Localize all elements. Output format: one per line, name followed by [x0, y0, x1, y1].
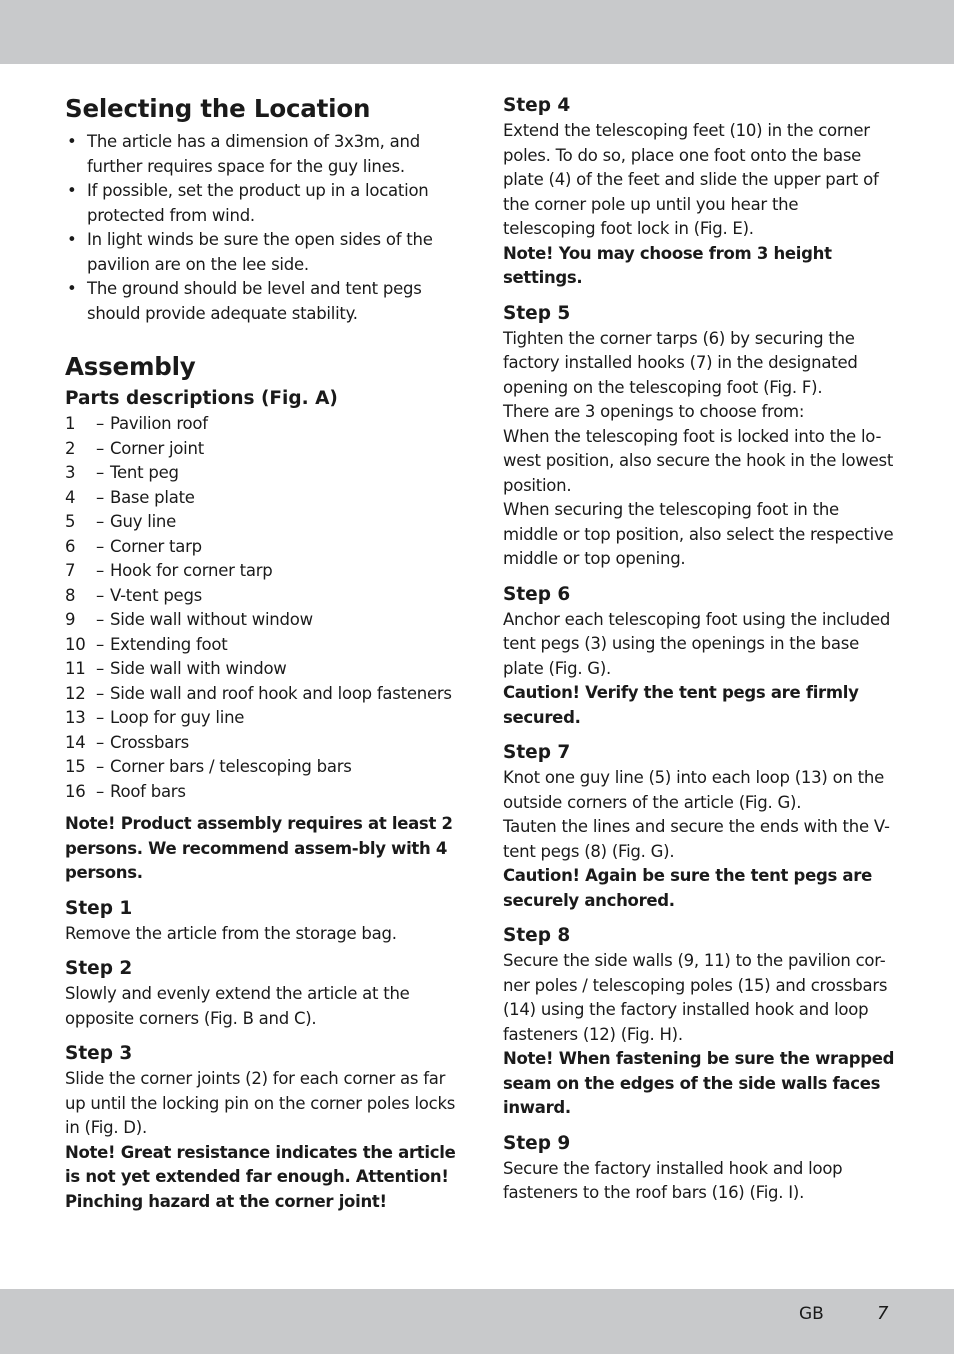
location-heading: Selecting the Location: [65, 94, 371, 123]
header-band: [0, 0, 954, 64]
list-item: 16 – Roof bars: [65, 781, 186, 801]
list-item: • In light winds be sure the open sides of the pavilion are on the lee side.: [65, 228, 460, 277]
list-item: 12 – Side wall and roof hook and loop fasteners: [65, 683, 452, 703]
list-item: 8 – V-tent pegs: [65, 585, 203, 605]
assembly-heading: Assembly: [65, 352, 196, 381]
list-item: • The ground should be level and tent pegs should provide adequate stability.: [65, 277, 460, 326]
left-column: [65, 92, 460, 1214]
list-item: 9 – Side wall without window: [65, 610, 313, 629]
right-column: [503, 93, 895, 1206]
list-item: 3 – Tent peg: [65, 463, 179, 482]
parts-list: [65, 412, 460, 804]
list-item: • The article has a dimension of 3x3m, and further requires space for the guy lines.: [65, 130, 460, 179]
list-item: 4 – Base plate: [65, 487, 195, 507]
list-item: 5 – Guy line: [65, 512, 177, 531]
list-item: 13 – Loop for guy line: [65, 708, 245, 727]
list-item: 1 – Pavilion roof: [65, 414, 208, 433]
footer-language: GB: [799, 1304, 824, 1324]
step3-text: Slide the corner joints (2) for each corner as far up until the locking pin on the corner poles locks in (Fig. D).: [65, 1069, 456, 1137]
step4-note: Note! You may choose from 3 height settings.: [503, 243, 832, 287]
step1-text: Remove the article from the storage bag.: [65, 923, 397, 943]
step3-heading: Step 3: [65, 1043, 133, 1064]
step5-text: When securing the telescoping foot in the middle or top position, also select the respective middle or top opening.: [503, 500, 894, 568]
step2-text: Slowly and evenly extend the article at the opposite corners (Fig. B and C).: [65, 984, 410, 1028]
step7-text: Knot one guy line (5) into each loop (13) on the outside corners of the article (Fig. G).: [503, 768, 884, 812]
step9-heading: Step 9: [503, 1132, 571, 1154]
step3-note: Note! Great resistance indicates the article is not yet extended far enough. Attention! Pinching hazard at the corner joint!: [65, 1142, 456, 1211]
step7-heading: Step 7: [503, 742, 571, 763]
persons-note: Note! Product assembly requires at least 2 persons. We recommend assem-bly with 4 persons.: [65, 814, 453, 882]
step5-text: When the telescoping foot is locked into the lo-west position, also secure the hook in the lowest position.: [503, 426, 894, 495]
step6-heading: Step 6: [503, 583, 571, 605]
step4-heading: Step 4: [503, 95, 571, 116]
location-bullet-list: [65, 130, 460, 326]
step7-text: Tauten the lines and secure the ends with the V-tent pegs (8) (Fig. G).: [503, 817, 890, 861]
list-item: 14 – Crossbars: [65, 732, 189, 752]
list-item: 2 – Corner joint: [65, 438, 204, 458]
step1-heading: Step 1: [65, 897, 133, 919]
page-number: 7: [877, 1303, 889, 1324]
step6-text: Anchor each telescoping foot using the included tent pegs (3) using the openings in the base plate (Fig. G).: [503, 609, 891, 678]
step8-note: Note! When fastening be sure the wrapped seam on the edges of the side walls faces inward.: [503, 1049, 895, 1117]
list-item: • If possible, set the product up in a location protected from wind.: [65, 179, 460, 228]
step9-text: Secure the factory installed hook and loop fasteners to the roof bars (16) (Fig. I).: [503, 1158, 843, 1202]
list-item: 15 – Corner bars / telescoping bars: [65, 757, 352, 776]
step5-text: Tighten the corner tarps (6) by securing the factory installed hooks (7) in the designated opening on the telescoping foot (Fig. F).: [503, 328, 858, 397]
step5-heading: Step 5: [503, 302, 571, 324]
list-item: 7 – Hook for corner tarp: [65, 561, 273, 580]
parts-heading: Parts descriptions (Fig. A): [65, 388, 338, 409]
list-item: 11 – Side wall with window: [65, 659, 287, 678]
step6-note: Caution! Verify the tent pegs are firmly secured.: [503, 683, 859, 727]
step4-text: Extend the telescoping feet (10) in the corner poles. To do so, place one foot onto the base plate (4) of the feet and slide the upper part of the corner pole up until you hear the telescoping foot lock in (Fig. E).: [503, 121, 879, 238]
step5-text: There are 3 openings to choose from:: [503, 402, 805, 421]
step8-text: Secure the side walls (9, 11) to the pavilion cor-ner poles / telescoping poles (15) and crossbars (14) using the factory installed hook and loop fasteners (12) (Fig. H).: [503, 951, 888, 1044]
step2-heading: Step 2: [65, 958, 133, 979]
step7-note: Caution! Again be sure the tent pegs are securely anchored.: [503, 866, 872, 910]
step8-heading: Step 8: [503, 925, 571, 946]
list-item: 10 – Extending foot: [65, 634, 228, 654]
list-item: 6 – Corner tarp: [65, 536, 202, 556]
